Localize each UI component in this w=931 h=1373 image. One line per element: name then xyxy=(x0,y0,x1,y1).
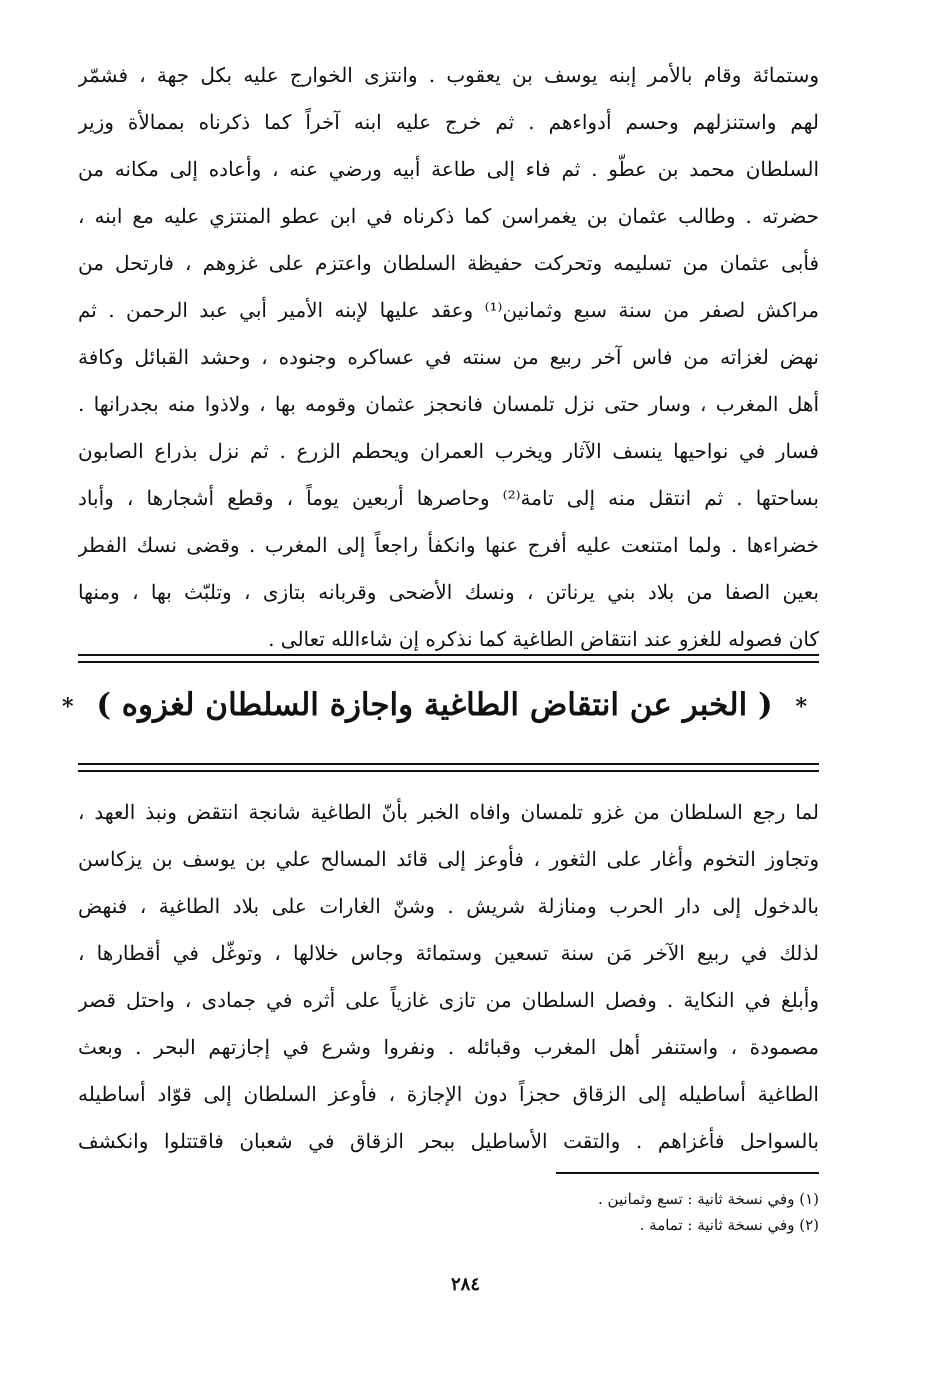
text-line: بالسواحل فأغزاهم . والتقت الأساطيل ببحر الزقاق في شعبان فاقتتلوا وانكشف xyxy=(78,1129,819,1153)
heading-bottom-double-rule xyxy=(78,763,819,772)
footnote-1: (١) وفي نسخة ثانية : تسع وثمانين . xyxy=(598,1190,819,1208)
footnotes xyxy=(598,1186,819,1238)
text-line: لهم واستنزلهم وحسم أدواءهم . ثم خرج عليه ابنه آخراً كما ذكرناه بممالأة وزير xyxy=(78,110,819,134)
text-line: خضراءها . ولما امتنعت عليه أفرج عنها وانكفأ راجعاً إلى المغرب . وقضى نسك الفطر xyxy=(78,533,819,557)
text-line: وستمائة وقام بالأمر إبنه يوسف بن يعقوب . وانتزى الخوارج عليه بكل جهة ، فشمّر xyxy=(78,63,819,87)
paragraph-2 xyxy=(78,789,819,1165)
text-line: أهل المغرب ، وسار حتى نزل تلمسان فانحجز عثمان وقومه بها ، ولاذوا منه بجدرانها . xyxy=(78,392,819,416)
text-line: فأبى عثمان من تسليمه وتحركت حفيظة السلطان واعتزم على غزوهم ، فارتحل من xyxy=(78,251,819,275)
text-line: مراكش لصفر من سنة سبع وثمانين⁽¹⁾ وعقد عليها لإبنه الأمير أبي عبد الرحمن . ثم xyxy=(78,298,819,322)
text-line: الطاغية أساطيله إلى الزقاق حجزاً دون الإجازة ، فأوعز السلطان إلى قوّاد أساطيله xyxy=(78,1082,819,1106)
page-number: ٢٨٤ xyxy=(450,1274,480,1295)
text-line: كان فصوله للغزو عند انتقاض الطاغية كما نذكره إن شاءالله تعالى . xyxy=(268,627,819,651)
section-heading xyxy=(62,675,819,735)
paragraph-1 xyxy=(78,52,819,663)
text-line: لذلك في ربيع الآخر مَن سنة تسعين وستمائة وجاس خلالها ، وتوغّل في أقطارها ، xyxy=(78,941,819,965)
footnote-2: (٢) وفي نسخة ثانية : تمامة . xyxy=(639,1216,819,1234)
text-line: بعين الصفا من بلاد بني يرناتن ، ونسك الأضحى وقربانه بتازى ، وتلبّث بها ، ومنها xyxy=(78,580,819,604)
star-ornament-left: * xyxy=(62,693,74,720)
text-line: نهض لغزاته من فاس آخر ربيع من سنته في عساكره وجنوده ، وحشد القبائل وكافة xyxy=(78,345,819,369)
footnote-separator xyxy=(556,1172,819,1174)
text-line: حضرته . وطالب عثمان بن يغمراسن كما ذكرناه في ابن عطو المنتزي عليه مع ابنه ، xyxy=(78,204,819,228)
text-line: بالدخول إلى دار الحرب ومنازلة شريش . وشنّ الغارات على بلاد الطاغية ، فنهض xyxy=(78,894,819,918)
text-line: لما رجع السلطان من غزو تلمسان وافاه الخبر بأنّ الطاغية شانجة انتقض ونبذ العهد ، xyxy=(78,800,819,824)
star-ornament-right: * xyxy=(795,693,807,720)
section-heading-text: ( الخبر عن انتقاض الطاغية واجازة السلطان لغزوه ) xyxy=(96,687,773,723)
text-line: مصمودة ، واستنفر أهل المغرب وقبائله . ونفروا وشرع في إجازتهم البحر . وبعث xyxy=(78,1035,819,1059)
text-line: وتجاوز التخوم وأغار على الثغور ، فأوعز إلى قائد المسالح علي بن يوسف بن يزكاسن xyxy=(78,847,819,871)
text-line: وأبلغ في النكاية . وفصل السلطان من تازى غازياً على أثره في جمادى ، واحتل قصر xyxy=(78,988,819,1012)
text-line: بساحتها . ثم انتقل منه إلى تامة⁽²⁾ وحاصرها أربعين يوماً ، وقطع أشجارها ، وأباد xyxy=(78,486,819,510)
text-line: السلطان محمد بن عطّو . ثم فاء إلى طاعة أبيه ورضي عنه ، وأعاده إلى مكانه من xyxy=(78,157,819,181)
text-line: فسار في نواحيها ينسف الآثار ويخرب العمران ويحطم الزرع . ثم نزل بذراع الصابون xyxy=(78,439,819,463)
heading-top-double-rule xyxy=(78,654,819,663)
